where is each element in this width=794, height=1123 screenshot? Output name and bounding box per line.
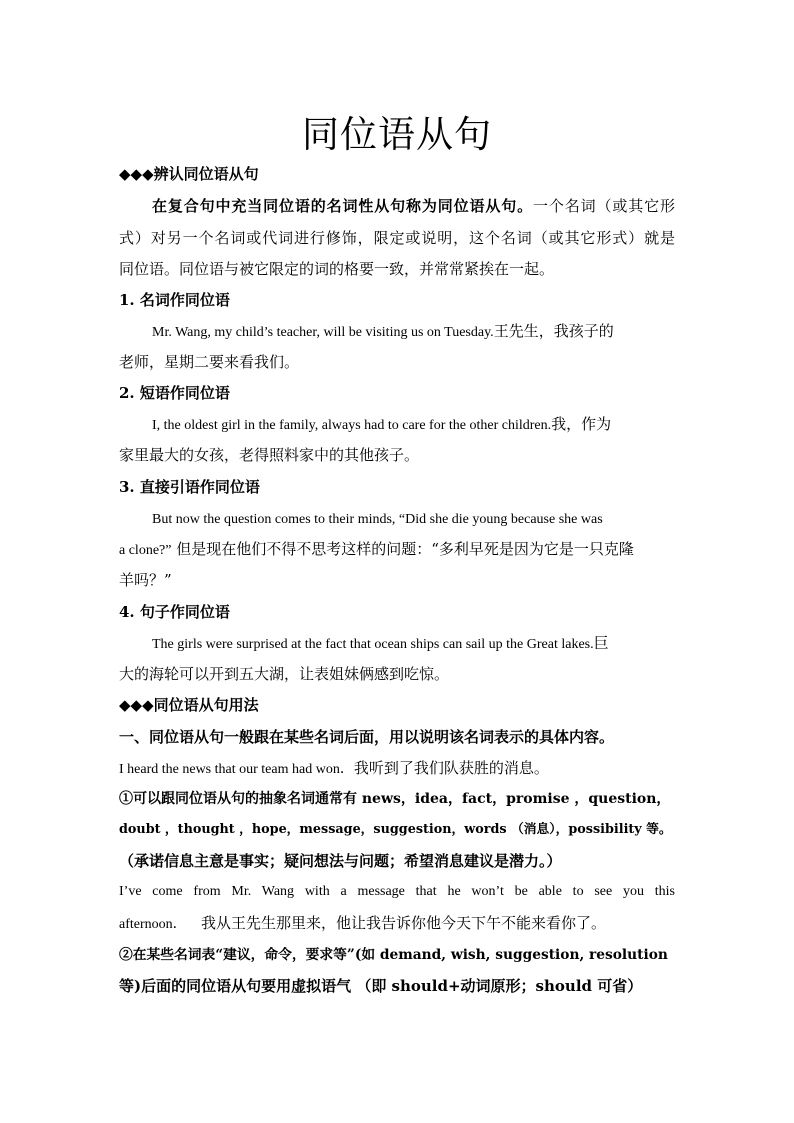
usage-example-2-line-2 bbox=[119, 913, 675, 935]
item-example-line-2: 老师，星期二要来看我们。 bbox=[119, 353, 300, 371]
item-heading-direct-quote: 3. 直接引语作同位语 bbox=[119, 478, 260, 496]
item-example-line-2: 大的海轮可以开到五大湖，让表姐妹俩感到吃惊。 bbox=[119, 665, 450, 683]
example-english: I heard the news that our team had won． bbox=[119, 762, 354, 777]
usage-note-1-line-3: （承诺信息主意是事实；疑问想法与问题；希望消息建议是潜力。） bbox=[119, 852, 562, 870]
example-chinese: 我听到了我们队获胜的消息。 bbox=[353, 759, 549, 777]
usage-example-2-line-1: I’ve come from Mr. Wang with a message that he won’t be able to see you this bbox=[119, 884, 675, 899]
item-example-line-3: 羊吗？” bbox=[119, 571, 172, 589]
item-example-line bbox=[152, 633, 675, 655]
intro-text: 一个名词（或其它形 bbox=[532, 197, 675, 215]
example-chinese: 巨 bbox=[593, 634, 609, 652]
example-chinese: 但是现在他们不得不思考这样的问题：“多利早死是因为它是一只克隆 bbox=[176, 540, 634, 558]
example-english: But now the question comes to their minds, “Did she die young because she was bbox=[152, 512, 603, 527]
page-title: 同位语从句 bbox=[302, 113, 492, 156]
intro-paragraph-line-2: 式）对另一个名词或代词进行修饰，限定或说明，这个名词（或其它形式）就是 bbox=[119, 229, 675, 247]
item-example-line bbox=[152, 414, 675, 436]
item-example-line bbox=[152, 321, 675, 343]
usage-note-2-line-1: ②在某些名词表“建议，命令，要求等”(如 demand, wish, suggestion, resolution bbox=[119, 947, 668, 963]
usage-note-1-line-2: doubt ，thought ，hope，message，suggestion，words （消息），possibility 等。 bbox=[119, 822, 672, 837]
intro-bold-text: 在复合句中充当同位语的名词性从句称为同位语从句。 bbox=[152, 197, 533, 215]
example-english: Mr. Wang, my child’s teacher, will be visiting us on Tuesday. bbox=[152, 325, 494, 340]
section-heading-usage: ◆◆◆同位语从句用法 bbox=[119, 696, 259, 714]
section-heading-identify: ◆◆◆辨认同位语从句 bbox=[119, 165, 259, 183]
usage-note-1-line-1: ①可以跟同位语从句的抽象名词通常有 news，idea，fact，promise ，question， bbox=[119, 791, 671, 807]
intro-paragraph-line-3: 同位语。同位语与被它限定的词的格要一致，并常常紧挨在一起。 bbox=[119, 260, 555, 278]
item-heading-noun: 1. 名词作同位语 bbox=[119, 291, 230, 309]
example-english: The girls were surprised at the fact that ocean ships can sail up the Great lakes. bbox=[152, 637, 594, 652]
usage-note-2-line-2: 等)后面的同位语从句要用虚拟语气 （即 should+动词原形；should 可省） bbox=[119, 977, 643, 995]
item-heading-clause: 4. 句子作同位语 bbox=[119, 603, 230, 621]
usage-point-1: 一、同位语从句一般跟在某些名词后面，用以说明该名词表示的具体内容。 bbox=[119, 728, 615, 746]
item-example-line bbox=[152, 508, 675, 530]
example-chinese: 王先生，我孩子的 bbox=[493, 322, 614, 340]
intro-paragraph-line-1 bbox=[152, 196, 675, 216]
example-english: I, the oldest girl in the family, always had to care for the other children. bbox=[152, 418, 552, 433]
item-heading-phrase: 2. 短语作同位语 bbox=[119, 384, 230, 402]
item-example-line-2 bbox=[119, 539, 675, 561]
example-english: a clone?” bbox=[119, 543, 172, 558]
item-example-line-2: 家里最大的女孩，老得照料家中的其他孩子。 bbox=[119, 446, 420, 464]
example-chinese: 我，作为 bbox=[551, 415, 612, 433]
usage-example-1 bbox=[119, 758, 675, 780]
example-chinese: 我从王先生那里来，他让我告诉你他今天下午不能来看你了。 bbox=[200, 914, 606, 932]
example-english: afternoon． bbox=[119, 917, 187, 932]
